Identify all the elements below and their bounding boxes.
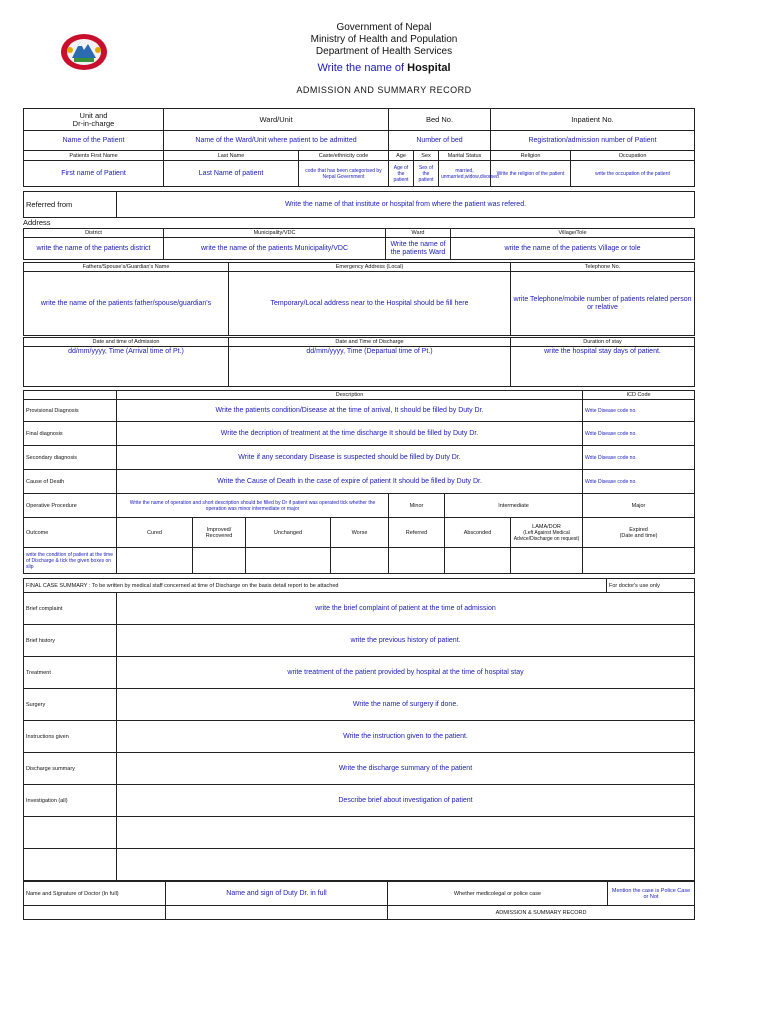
duration-label: Duration of stay bbox=[511, 338, 695, 347]
age-field[interactable]: Age of the patient bbox=[389, 161, 414, 187]
medicolegal-field[interactable]: Mention the case is Police Case or Not bbox=[608, 882, 695, 906]
outcome-worse-box[interactable] bbox=[331, 548, 389, 574]
sex-label: Sex bbox=[414, 151, 439, 161]
record-title: ADMISSION AND SUMMARY RECORD bbox=[296, 85, 472, 95]
provisional-diagnosis-field[interactable]: Write the patients condition/Disease at the time of arrival, It should be filled by Duty Dr. bbox=[117, 400, 583, 422]
instructions-field[interactable]: Write the instruction given to the patient. bbox=[117, 721, 695, 753]
outcome-label: Outcome bbox=[24, 518, 117, 548]
investigation-field[interactable]: Describe brief about investigation of patient bbox=[117, 785, 695, 817]
operative-procedure-label: Operative Procedure bbox=[24, 494, 117, 518]
municipality-field[interactable]: write the name of the patients Municipality/VDC bbox=[164, 238, 386, 260]
doctor-signature-field[interactable]: Name and sign of Duty Dr. in full bbox=[166, 882, 388, 906]
guardian-field[interactable]: write the name of the patients father/spouse/guardian's bbox=[24, 272, 229, 336]
operation-major-option[interactable]: Major bbox=[583, 494, 695, 518]
municipality-label: Municipality/VDC bbox=[164, 229, 386, 238]
surgery-field[interactable]: Write the name of surgery if done. bbox=[117, 689, 695, 721]
outcome-instruction: write the condition of patient at the time of Discharge & tick the given boxes on slip bbox=[24, 548, 117, 574]
operation-intermediate-option[interactable]: Intermediate bbox=[445, 494, 583, 518]
brief-complaint-label: Brief complaint bbox=[24, 593, 117, 625]
footer-blank-cell bbox=[24, 906, 166, 920]
ward-field[interactable]: Write the name of the patients Ward bbox=[386, 238, 451, 260]
religion-field[interactable]: Write the religion of the patient bbox=[491, 161, 571, 187]
diagnosis-corner bbox=[24, 391, 117, 400]
inpatient-no-label: Inpatient No. bbox=[491, 109, 695, 131]
bed-no-label: Bed No. bbox=[389, 109, 491, 131]
religion-label: Religion bbox=[491, 151, 571, 161]
last-name-field[interactable]: Last Name of patient bbox=[164, 161, 299, 187]
referred-from-label: Referred from bbox=[24, 192, 117, 218]
district-field[interactable]: write the name of the patients district bbox=[24, 238, 164, 260]
brief-history-field[interactable]: write the previous history of patient. bbox=[117, 625, 695, 657]
contact-table bbox=[23, 262, 695, 336]
brief-history-label: Brief history bbox=[24, 625, 117, 657]
blank-row-label bbox=[24, 849, 117, 881]
discharge-date-field[interactable]: dd/mm/yyyy, Time (Departual time of Pt.) bbox=[229, 347, 511, 387]
caste-field[interactable]: code that has been categorised by Nepal Government bbox=[299, 161, 389, 187]
provisional-icd-field[interactable]: Write Disease code no. bbox=[583, 400, 695, 422]
emergency-address-label: Emergency Address (Local) bbox=[229, 263, 511, 272]
footer-table bbox=[23, 881, 695, 920]
final-icd-field[interactable]: Write Disease code no. bbox=[583, 422, 695, 446]
address-title: Address bbox=[23, 218, 51, 227]
secondary-diagnosis-label: Secondary diagnosis bbox=[24, 446, 117, 470]
village-label: Village/Tole bbox=[451, 229, 695, 238]
icd-code-label: ICD Code bbox=[583, 391, 695, 400]
telephone-field[interactable]: write Telephone/mobile number of patients related person or relative bbox=[511, 272, 695, 336]
discharge-summary-field[interactable]: Write the discharge summary of the patient bbox=[117, 753, 695, 785]
duration-field[interactable]: write the hospital stay days of patient. bbox=[511, 347, 695, 387]
treatment-label: Treatment bbox=[24, 657, 117, 689]
final-diagnosis-label: Final diagnosis bbox=[24, 422, 117, 446]
unit-incharge-label: Unit and Dr-in-charge bbox=[24, 109, 164, 131]
death-icd-field[interactable]: Write Disease code no. bbox=[583, 470, 695, 494]
blank-row-field[interactable] bbox=[117, 849, 695, 881]
cause-of-death-field[interactable]: Write the Cause of Death in the case of expire of patient It should be filled by Duty Dr. bbox=[117, 470, 583, 494]
hospital-prefix: Write the name of bbox=[317, 62, 405, 74]
treatment-field[interactable]: write treatment of the patient provided by hospital at the time of hospital stay bbox=[117, 657, 695, 689]
outcome-worse: Worse bbox=[331, 518, 389, 548]
secondary-icd-field[interactable]: Write Disease code no. bbox=[583, 446, 695, 470]
registration-number-field[interactable]: Registration/admission number of Patient bbox=[491, 131, 695, 151]
outcome-absconded-box[interactable] bbox=[445, 548, 511, 574]
sex-field[interactable]: Sex of the patient bbox=[414, 161, 439, 187]
hospital-word: Hospital bbox=[407, 62, 451, 74]
header-hospital-line bbox=[0, 62, 768, 74]
occupation-label: Occupation bbox=[571, 151, 695, 161]
district-label: District bbox=[24, 229, 164, 238]
header-ministry: Ministry of Health and Population bbox=[310, 34, 458, 45]
age-label: Age bbox=[389, 151, 414, 161]
address-table bbox=[23, 228, 695, 260]
doctor-use-only-label: For doctor's use only bbox=[607, 579, 695, 593]
outcome-referred: Referred bbox=[389, 518, 445, 548]
village-field[interactable]: write the name of the patients Village or tole bbox=[451, 238, 695, 260]
description-label: Description bbox=[117, 391, 583, 400]
header-department: Department of Health Services bbox=[315, 46, 453, 57]
bed-number-field[interactable]: Number of bed bbox=[389, 131, 491, 151]
final-diagnosis-field[interactable]: Write the decription of treatment at the time discharge It should be filled by Duty Dr. bbox=[117, 422, 583, 446]
outcome-unchanged: Unchanged bbox=[246, 518, 331, 548]
secondary-diagnosis-field[interactable]: Write if any secondary Disease is suspected should be filled by Duty Dr. bbox=[117, 446, 583, 470]
telephone-label: Telephone No. bbox=[511, 263, 695, 272]
investigation-label: Investigation (all) bbox=[24, 785, 117, 817]
blank-row-field[interactable] bbox=[117, 817, 695, 849]
first-name-label: Patients First Name bbox=[24, 151, 164, 161]
first-name-field[interactable]: First name of Patient bbox=[24, 161, 164, 187]
header-government: Government of Nepal bbox=[336, 22, 432, 33]
discharge-date-label: Date and Time of Discharge bbox=[229, 338, 511, 347]
blank-row-label bbox=[24, 817, 117, 849]
outcome-improved-box[interactable] bbox=[193, 548, 246, 574]
surgery-label: Surgery bbox=[24, 689, 117, 721]
outcome-unchanged-box[interactable] bbox=[246, 548, 331, 574]
brief-complaint-field[interactable]: write the brief complaint of patient at the time of admission bbox=[117, 593, 695, 625]
outcome-lama: LAMA/DOR (Left Against Medical Advice/Discharge on request) bbox=[511, 518, 583, 548]
diagnosis-table bbox=[23, 390, 695, 574]
footer-blank-cell bbox=[166, 906, 388, 920]
patient-info-table bbox=[23, 108, 695, 187]
caste-label: Caste/ethnicity code bbox=[299, 151, 389, 161]
emergency-address-field[interactable]: Temporary/Local address near to the Hospital should be fill here bbox=[229, 272, 511, 336]
admission-date-label: Date and time of Admission bbox=[24, 338, 229, 347]
outcome-expired-box[interactable] bbox=[583, 548, 695, 574]
last-name-label: Last Name bbox=[164, 151, 299, 161]
guardian-label: Fathers/Spouse's/Guardian's Name bbox=[24, 263, 229, 272]
doctor-signature-label: Name and Signature of Doctor (In full) bbox=[24, 882, 166, 906]
outcome-referred-box[interactable] bbox=[389, 548, 445, 574]
operation-minor-option[interactable]: Minor bbox=[389, 494, 445, 518]
occupation-field[interactable]: write the occupation of the patient bbox=[571, 161, 695, 187]
final-summary-table bbox=[23, 578, 695, 881]
outcome-expired: Expired (Date and time) bbox=[583, 518, 695, 548]
instructions-label: Instructions given bbox=[24, 721, 117, 753]
footer-record-title: ADMISSION & SUMMARY RECORD bbox=[388, 906, 695, 920]
cause-of-death-label: Cause of Death bbox=[24, 470, 117, 494]
medicolegal-label: Whether medicolegal or police case bbox=[388, 882, 608, 906]
outcome-cured: Cured bbox=[117, 518, 193, 548]
marital-field[interactable]: married, unmarried,widow,divorsed bbox=[439, 161, 491, 187]
admission-date-field[interactable]: dd/mm/yyyy, Time (Arrival time of Pt.) bbox=[24, 347, 229, 387]
referred-from-field[interactable]: Write the name of that institute or hospital from where the patient was refered. bbox=[117, 192, 695, 218]
operative-procedure-field[interactable]: Write the name of operation and short description should be filled by Dr if patient was operated tick whether the operation was minor intermediate or major bbox=[117, 494, 389, 518]
final-summary-title: FINAL CASE SUMMARY : To be written by medical staff concerned at time of Discharge on the basis detail report to be attached bbox=[24, 579, 607, 593]
outcome-absconded: Absconded bbox=[445, 518, 511, 548]
provisional-diagnosis-label: Provisional Diagnosis bbox=[24, 400, 117, 422]
discharge-summary-label: Discharge summary bbox=[24, 753, 117, 785]
outcome-lama-box[interactable] bbox=[511, 548, 583, 574]
referred-table bbox=[23, 191, 695, 218]
outcome-improved: Improved/ Recovered bbox=[193, 518, 246, 548]
outcome-cured-box[interactable] bbox=[117, 548, 193, 574]
dates-table bbox=[23, 337, 695, 387]
ward-label: Ward bbox=[386, 229, 451, 238]
patient-name-field[interactable]: Name of the Patient bbox=[24, 131, 164, 151]
ward-name-field[interactable]: Name of the Ward/Unit where patient to be admitted bbox=[164, 131, 389, 151]
ward-unit-label: Ward/Unit bbox=[164, 109, 389, 131]
marital-label: Marital Status bbox=[439, 151, 491, 161]
